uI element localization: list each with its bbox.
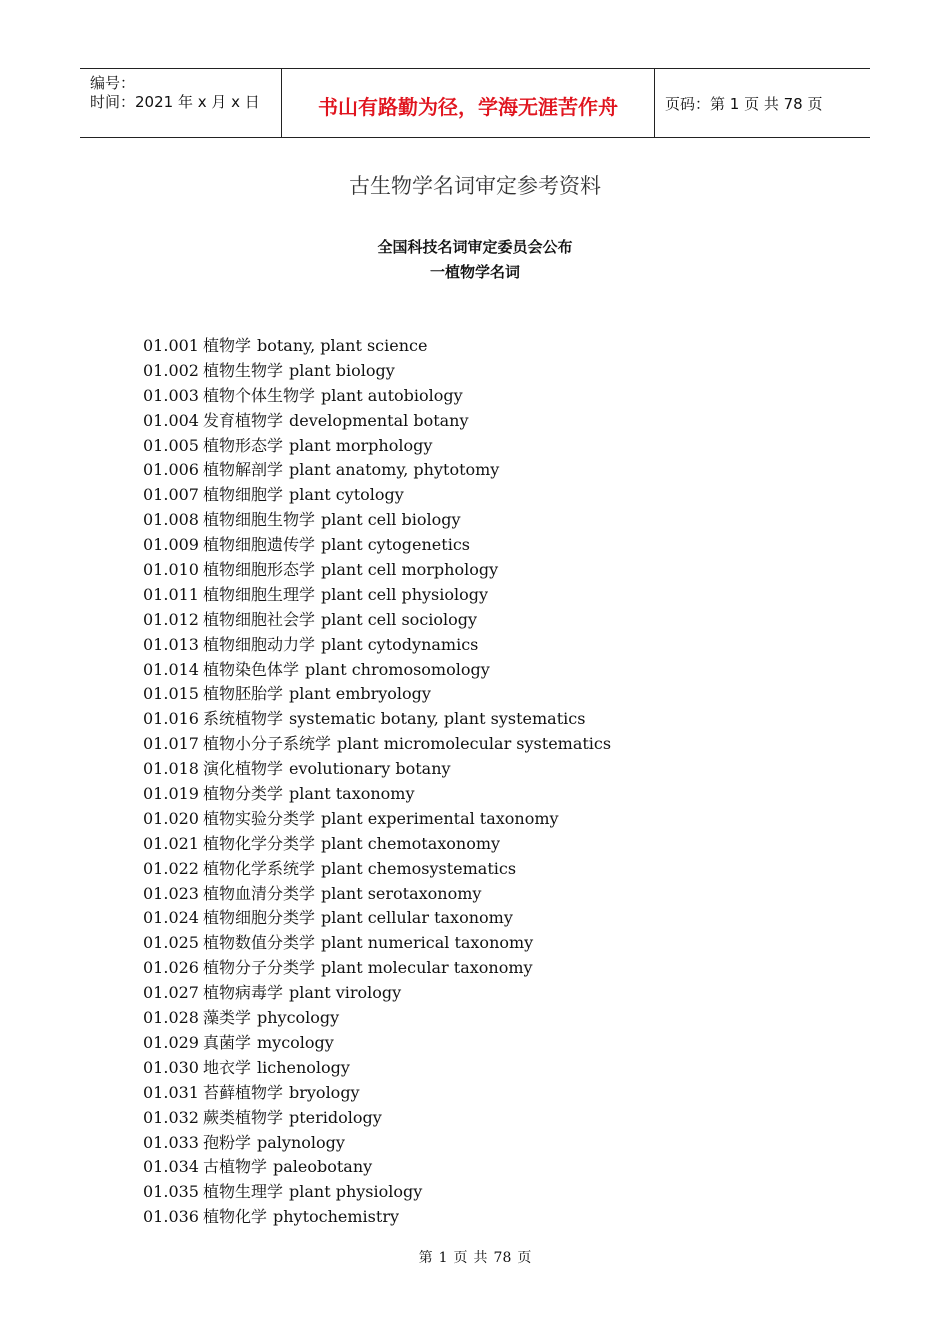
term-chinese: 植物学 [202, 336, 251, 355]
term-entry [143, 359, 611, 384]
term-entry [143, 384, 611, 409]
term-english: pteridology [289, 1107, 382, 1127]
term-chinese: 植物化学系统学 [202, 858, 315, 878]
term-entry [143, 409, 611, 434]
term-english: plant morphology [289, 435, 433, 455]
term-english: plant autobiology [321, 385, 463, 405]
term-code: 01.020 [143, 808, 199, 828]
term-chinese: 植物分类学 [202, 784, 283, 804]
term-code: 01.008 [143, 510, 199, 530]
term-english: plant numerical taxonomy [321, 933, 534, 953]
term-english: plant chromosomology [305, 659, 490, 679]
term-entry [143, 1106, 611, 1131]
term-code: 01.013 [143, 634, 199, 654]
term-entry [143, 483, 611, 508]
term-chinese: 植物细胞社会学 [202, 609, 315, 629]
term-entry [143, 533, 611, 558]
term-entry [143, 882, 611, 907]
term-code: 01.023 [143, 883, 199, 903]
term-chinese: 植物解剖学 [202, 460, 283, 480]
term-chinese: 植物化学分类学 [202, 833, 315, 853]
term-code: 01.035 [143, 1182, 199, 1202]
term-english: plant taxonomy [289, 784, 415, 804]
footer-prefix: 第 [418, 1250, 433, 1266]
term-english: plant micromolecular systematics [337, 734, 612, 754]
term-code: 01.007 [143, 485, 199, 505]
term-code: 01.022 [143, 858, 199, 878]
term-entry [143, 707, 611, 732]
term-chinese: 苔藓植物学 [202, 1082, 283, 1102]
term-english: plant cellular taxonomy [321, 908, 513, 928]
term-chinese: 植物细胞生理学 [202, 584, 315, 604]
term-entry [143, 658, 611, 683]
term-english: botany, plant science [257, 336, 428, 355]
term-chinese: 植物实验分类学 [202, 808, 315, 828]
term-code: 01.014 [143, 659, 199, 679]
footer-total-pages: 78 [493, 1250, 512, 1266]
footer-total-word: 共 [473, 1250, 488, 1266]
page-footer [0, 1247, 950, 1267]
term-chinese: 植物细胞学 [202, 485, 283, 505]
term-code: 01.011 [143, 584, 199, 604]
term-entry [143, 782, 611, 807]
term-english: systematic botany, plant systematics [289, 709, 586, 729]
number-label: 编号： [90, 74, 136, 92]
term-chinese: 植物形态学 [202, 435, 283, 455]
page-info: 页码：第 1 页 共 78 页 [665, 95, 823, 113]
term-english: plant cell biology [321, 510, 461, 530]
term-entry [143, 1031, 611, 1056]
term-code: 01.028 [143, 1008, 199, 1028]
term-entry [143, 583, 611, 608]
term-english: lichenology [257, 1057, 350, 1077]
document-header [80, 68, 870, 138]
term-code: 01.001 [143, 336, 199, 355]
term-english: developmental botany [289, 410, 469, 430]
term-english: phycology [257, 1008, 340, 1028]
motto-text: 书山有路勤为径，学海无涯苦作舟 [318, 95, 618, 119]
term-english: plant biology [289, 360, 395, 380]
term-code: 01.017 [143, 734, 199, 754]
term-code: 01.019 [143, 784, 199, 804]
term-chinese: 植物细胞遗传学 [202, 535, 315, 555]
header-page-cell [655, 69, 870, 137]
term-code: 01.012 [143, 609, 199, 629]
term-english: plant cytodynamics [321, 634, 479, 654]
term-entry [143, 1006, 611, 1031]
term-entry [143, 1180, 611, 1205]
term-code: 01.033 [143, 1132, 199, 1152]
term-chinese: 植物细胞动力学 [202, 634, 315, 654]
term-chinese: 植物生理学 [202, 1182, 283, 1202]
term-entry [143, 1205, 611, 1230]
term-chinese: 植物病毒学 [202, 983, 283, 1003]
term-chinese: 植物血清分类学 [202, 883, 315, 903]
term-chinese: 地衣学 [202, 1057, 251, 1077]
term-code: 01.009 [143, 535, 199, 555]
term-english: plant cytology [289, 485, 404, 505]
term-entry [143, 1081, 611, 1106]
footer-page-number: 1 [438, 1250, 448, 1266]
term-code: 01.005 [143, 435, 199, 455]
term-chinese: 孢粉学 [202, 1132, 251, 1152]
term-chinese: 藻类学 [202, 1008, 251, 1028]
term-entry [143, 558, 611, 583]
term-code: 01.016 [143, 709, 199, 729]
term-english: bryology [289, 1082, 360, 1102]
term-code: 01.018 [143, 759, 199, 779]
term-entry [143, 633, 611, 658]
term-chinese: 植物细胞形态学 [202, 560, 315, 580]
term-entry [143, 732, 611, 757]
term-english: plant serotaxonomy [321, 883, 482, 903]
term-entry [143, 1056, 611, 1081]
term-english: plant chemotaxonomy [321, 833, 501, 853]
term-chinese: 植物细胞分类学 [202, 908, 315, 928]
term-chinese: 植物化学 [202, 1207, 267, 1227]
term-code: 01.032 [143, 1107, 199, 1127]
term-code: 01.031 [143, 1082, 199, 1102]
term-entry [143, 832, 611, 857]
term-chinese: 发育植物学 [202, 410, 283, 430]
term-entry [143, 1131, 611, 1156]
term-chinese: 植物生物学 [202, 360, 283, 380]
term-english: plant cytogenetics [321, 535, 470, 555]
term-english: plant chemosystematics [321, 858, 517, 878]
term-english: evolutionary botany [289, 759, 451, 779]
term-english: plant embryology [289, 684, 431, 704]
term-entry [143, 906, 611, 931]
term-english: plant cell physiology [321, 584, 489, 604]
term-chinese: 古植物学 [202, 1157, 267, 1177]
footer-suffix: 页 [517, 1250, 532, 1266]
term-code: 01.015 [143, 684, 199, 704]
term-code: 01.036 [143, 1207, 199, 1227]
term-english: plant physiology [289, 1182, 423, 1202]
term-entry [143, 458, 611, 483]
term-chinese: 植物小分子系统学 [202, 734, 331, 754]
term-english: plant experimental taxonomy [321, 808, 559, 828]
term-entry [143, 508, 611, 533]
term-code: 01.034 [143, 1157, 199, 1177]
term-code: 01.024 [143, 908, 199, 928]
term-chinese: 植物细胞生物学 [202, 510, 315, 530]
term-code: 01.029 [143, 1032, 199, 1052]
term-code: 01.004 [143, 410, 199, 430]
term-code: 01.010 [143, 560, 199, 580]
term-entry [143, 857, 611, 882]
term-english: phytochemistry [273, 1207, 399, 1227]
term-english: plant cell sociology [321, 609, 478, 629]
term-english: mycology [257, 1032, 334, 1052]
term-chinese: 植物分子分类学 [202, 958, 315, 978]
term-english: palynology [257, 1132, 345, 1152]
term-english: paleobotany [273, 1157, 373, 1177]
term-code: 01.026 [143, 958, 199, 978]
time-label: 时间：2021 年 x 月 x 日 [90, 93, 260, 111]
subtitle-publisher: 全国科技名词审定委员会公布 [377, 238, 573, 256]
term-entry [143, 682, 611, 707]
term-entry [143, 956, 611, 981]
header-motto-cell [282, 69, 655, 137]
term-chinese: 植物个体生物学 [202, 385, 315, 405]
term-entry [143, 931, 611, 956]
term-entry [143, 981, 611, 1006]
footer-page-word: 页 [453, 1250, 468, 1266]
term-code: 01.006 [143, 460, 199, 480]
term-english: plant cell morphology [321, 560, 499, 580]
term-chinese: 蕨类植物学 [202, 1107, 283, 1127]
term-code: 01.021 [143, 833, 199, 853]
document-title: 古生物学名词审定参考资料 [349, 174, 601, 198]
term-entry [143, 334, 611, 359]
term-english: plant molecular taxonomy [321, 958, 533, 978]
term-chinese: 植物数值分类学 [202, 933, 315, 953]
term-chinese: 植物胚胎学 [202, 684, 283, 704]
term-entry [143, 1155, 611, 1180]
term-chinese: 植物染色体学 [202, 659, 299, 679]
term-chinese: 系统植物学 [202, 709, 283, 729]
term-entry [143, 757, 611, 782]
term-entry [143, 608, 611, 633]
term-code: 01.030 [143, 1057, 199, 1077]
header-info-cell [80, 69, 282, 137]
term-chinese: 真菌学 [202, 1032, 251, 1052]
term-code: 01.003 [143, 385, 199, 405]
term-entry [143, 807, 611, 832]
term-chinese: 演化植物学 [202, 759, 283, 779]
term-entry [143, 434, 611, 459]
term-english: plant anatomy, phytotomy [289, 460, 500, 480]
term-code: 01.002 [143, 360, 199, 380]
term-list [143, 334, 611, 1230]
term-code: 01.027 [143, 983, 199, 1003]
term-english: plant virology [289, 983, 402, 1003]
term-code: 01.025 [143, 933, 199, 953]
subtitle-section: 一植物学名词 [429, 263, 520, 281]
